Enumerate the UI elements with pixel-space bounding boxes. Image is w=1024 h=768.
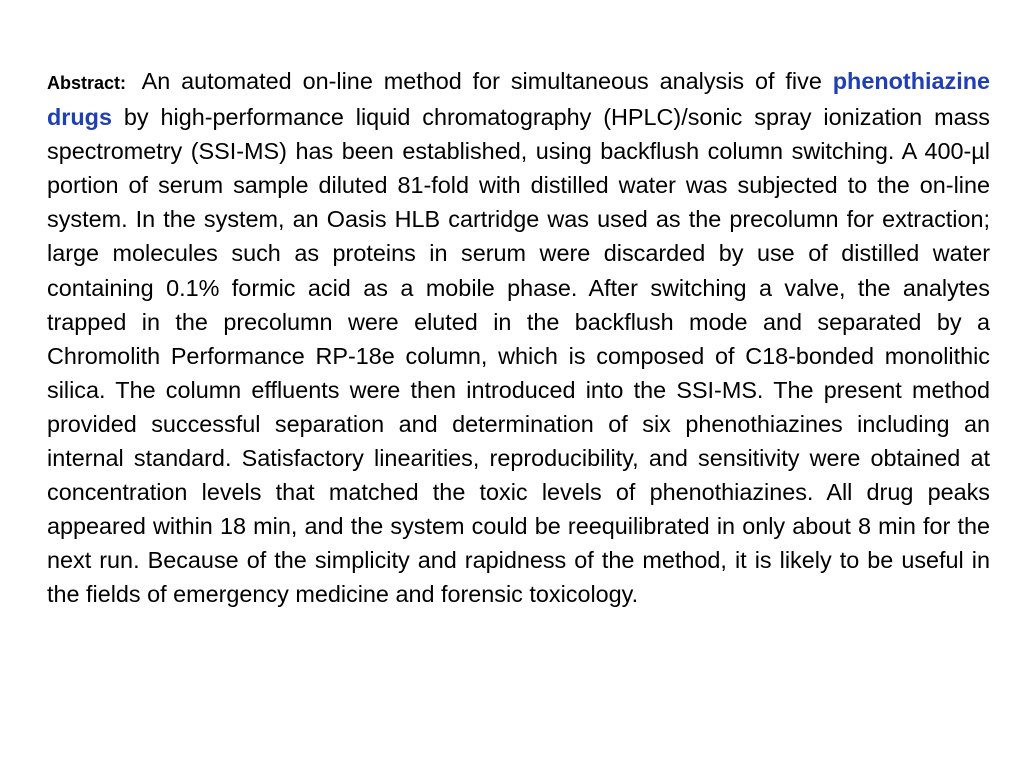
abstract-body: by high-performance liquid chromatography (HPLC)/sonic spray ionization mass spectrometry (SSI-MS) has been established, using backflush column switching. A 400-µl portion of serum sample diluted 81-fold with distilled water was subjected to the on-line system. In the system, an Oasis HLB cartridge was used as the precolumn for extraction; large molecules such as proteins in serum were discarded by use of distilled water containing 0.1% formic acid as a mobile phase. After switching a valve, the analytes trapped in the precolumn were eluted in the backflush mode and separated by a Chromolith Performance RP-18e column, which is composed of C18-bonded monolithic silica. The column effluents were then introduced into the SSI-MS. The present method provided successful separation and determination of six phenothiazines including an internal standard. Satisfactory linearities, reproducibility, and sensitivity were obtained at concentration levels that matched the toxic levels of phenothiazines. All drug peaks appeared within 18 min, and the system could be reequilibrated in only about 8 min for the next run. Because of the simplicity and rapidness of the method, it is likely to be useful in the fields of emergency medicine and forensic toxicology. (47, 104, 990, 608)
abstract-label: Abstract: (47, 73, 127, 93)
abstract-lead-text: An automated on-line method for simultaneous analysis of five (141, 68, 822, 94)
abstract-paragraph (47, 64, 990, 612)
abstract-highlight: phenothiazine drugs (47, 68, 990, 131)
